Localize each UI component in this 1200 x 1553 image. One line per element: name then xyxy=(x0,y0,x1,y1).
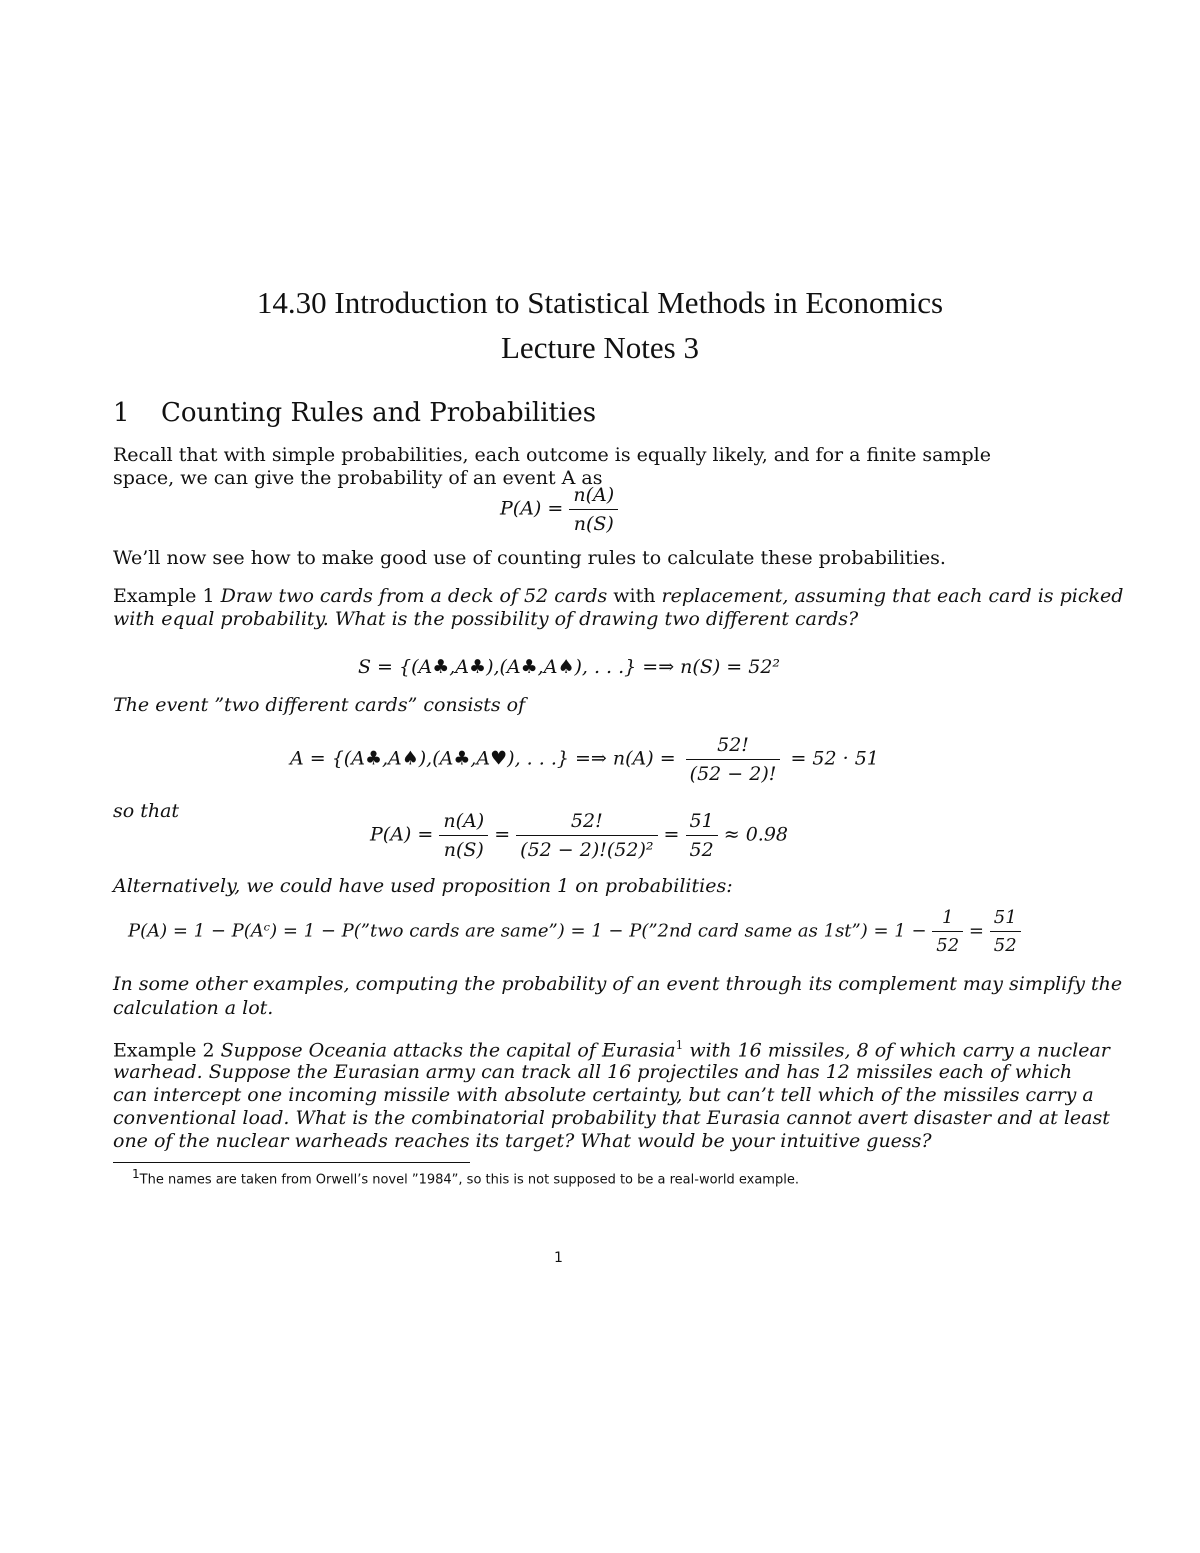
eq4-equals-b: = xyxy=(663,823,680,846)
eq3-numerator: 52! xyxy=(717,734,749,756)
eq1-lhs: P(A) = xyxy=(500,497,564,520)
eq5-lhs: P(A) = 1 − P(Aᶜ) = 1 − P(”two cards are same”) = 1 − P(”2nd card same as 1st”) = 1 − xyxy=(128,920,927,942)
complement-line-2: calculation a lot. xyxy=(113,997,274,1019)
eq4-lhs: P(A) = xyxy=(370,823,434,846)
example-1-label: Example 1 xyxy=(113,585,215,607)
eq3-lhs: A = {(A♣,A♠),(A♣,A♥), . . .} =⇒ n(A) = xyxy=(290,747,676,770)
section-number: 1 xyxy=(113,398,130,428)
eq4-fraction-3 xyxy=(686,810,718,861)
event-description: The event ”two different cards” consists of xyxy=(113,694,526,716)
document-subtitle: Lecture Notes 3 xyxy=(501,330,699,365)
equation-probability-result xyxy=(370,810,788,861)
eq4-equals-a: = xyxy=(494,823,511,846)
footnote-mark: 1 xyxy=(132,1167,140,1181)
footnote-text: The names are taken from Orwell’s novel ”1984”, so this is not supposed to be a real-world example. xyxy=(139,1172,799,1188)
eq3-denominator: (52 − 2)! xyxy=(686,759,781,785)
equation-complement xyxy=(128,907,1021,956)
example-1-text-b: replacement, assuming that each card is picked xyxy=(661,585,1124,607)
footnote-reference[interactable]: 1 xyxy=(675,1038,684,1052)
eq4-fraction-2 xyxy=(516,810,657,861)
example-1-line2: with equal probability. What is the possibility of drawing two different cards? xyxy=(113,608,859,630)
alternative-text: Alternatively, we could have used proposition 1 on probabilities: xyxy=(113,875,733,897)
eq1-numerator: n(A) xyxy=(573,484,615,506)
example-1-line1 xyxy=(113,585,1123,607)
eq1-denominator: n(S) xyxy=(569,509,618,535)
example-2-line5: one of the nuclear warheads reaches its target? What would be your intuitive guess? xyxy=(113,1130,932,1152)
document-title: 14.30 Introduction to Statistical Methods in Economics xyxy=(256,285,944,320)
eq4-rhs: ≈ 0.98 xyxy=(723,823,789,846)
eq3-rhs: = 52 · 51 xyxy=(790,747,879,770)
eq5-f1-denominator: 52 xyxy=(932,931,963,956)
counting-rules-sentence: We’ll now see how to make good use of counting rules to calculate these probabilities. xyxy=(113,547,946,569)
eq1-fraction xyxy=(569,484,618,535)
footnote xyxy=(132,1167,799,1187)
example-2-line3: can intercept one incoming missile with absolute certainty, but can’t tell which of the missiles carry a xyxy=(113,1084,1094,1106)
so-that-text: so that xyxy=(113,800,180,822)
eq5-f1-numerator: 1 xyxy=(942,907,954,928)
section-heading xyxy=(113,398,596,428)
eq5-f2-numerator: 51 xyxy=(993,907,1017,928)
eq4-f3-denominator: 52 xyxy=(686,835,718,861)
example-2-text-a: Suppose Oceania attacks the capital of Eurasia xyxy=(220,1039,676,1062)
eq4-f3-numerator: 51 xyxy=(689,810,714,832)
eq5-fraction-2 xyxy=(990,907,1021,956)
eq4-fraction-1 xyxy=(439,810,488,861)
complement-line-1: In some other examples, computing the probability of an event through its complement may simplify the xyxy=(113,973,1123,995)
page-number: 1 xyxy=(554,1250,563,1266)
intro-paragraph: Recall that with simple probabilities, each outcome is equally likely, and for a finite sample space, we can give the probability of an event A as xyxy=(113,444,991,489)
example-1-with: with xyxy=(613,585,656,607)
example-2-line4: conventional load. What is the combinatorial probability that Eurasia cannot avert disaster and at least xyxy=(113,1107,1110,1129)
eq4-f2-denominator: (52 − 2)!(52)² xyxy=(516,835,657,861)
eq4-f2-numerator: 52! xyxy=(570,810,603,832)
equation-event-count xyxy=(290,734,879,785)
eq3-fraction xyxy=(686,734,781,785)
eq4-f1-denominator: n(S) xyxy=(439,835,488,861)
example-2-line2: warhead. Suppose the Eurasian army can track all 16 projectiles and has 12 missiles each of which xyxy=(113,1061,1073,1083)
example-2-line1 xyxy=(113,1038,1110,1061)
equation-sample-space: S = {(A♣,A♣),(A♣,A♠), . . .} =⇒ n(S) = 52² xyxy=(358,656,781,678)
equation-probability xyxy=(500,484,618,535)
eq5-equals: = xyxy=(968,920,985,942)
eq4-f1-numerator: n(A) xyxy=(443,810,485,832)
example-1-text-a: Draw two cards from a deck of 52 cards xyxy=(220,585,608,607)
footnote-rule xyxy=(113,1162,470,1163)
eq5-f2-denominator: 52 xyxy=(990,931,1021,956)
section-title: Counting Rules and Probabilities xyxy=(161,398,597,428)
example-2-text-b: with 16 missiles, 8 of which carry a nuclear xyxy=(689,1039,1110,1062)
example-2-label: Example 2 xyxy=(113,1039,215,1062)
eq5-fraction-1 xyxy=(932,907,963,956)
